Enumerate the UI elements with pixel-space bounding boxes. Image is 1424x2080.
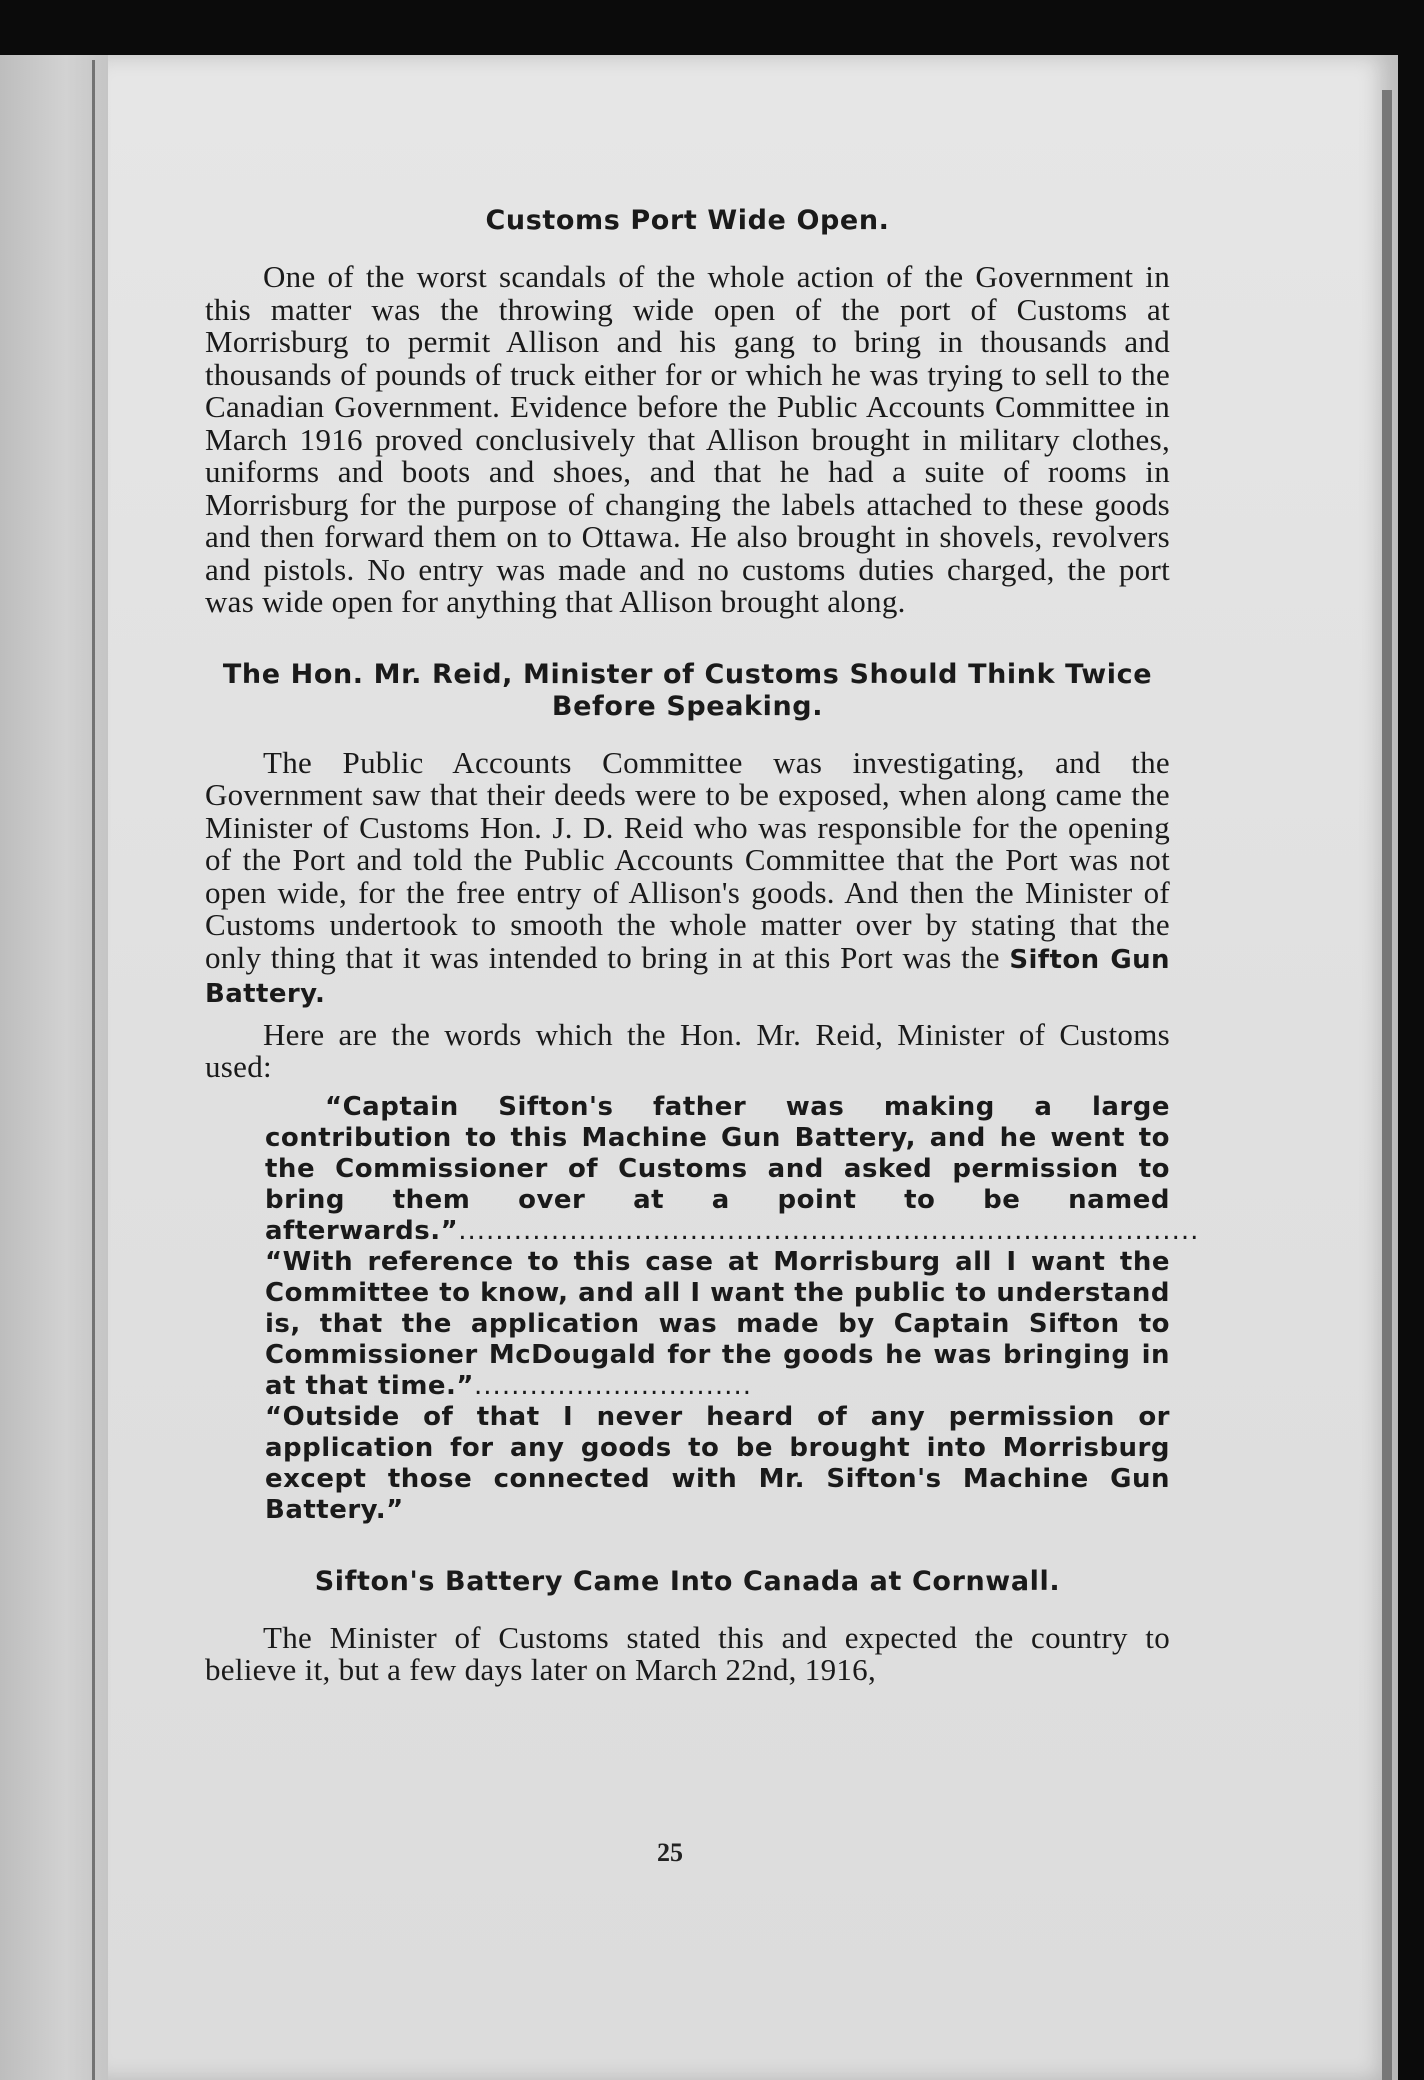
paragraph-words-used: Here are the words which the Hon. Mr. Reid, Minister of Customs used: — [205, 1016, 1170, 1084]
section-heading-reid: The Hon. Mr. Reid, Minister of Customs Should Think Twice Before Speaking. — [222, 658, 1153, 722]
quote-morrisburg — [265, 1247, 1170, 1402]
section-heading-cornwall: Sifton's Battery Came Into Canada at Cornwall. — [314, 1565, 1061, 1597]
quote-captain-sifton-dots: ................................................................................ — [458, 1215, 1200, 1246]
paragraph-customs-port: One of the worst scandals of the whole action of the Government in this matter was the throwing wide open of the port of Customs at Morrisburg to permit Allison and his gang to bring in thousands and thousands of pounds of truck either for or which he was trying to sell to the Canadian Government. Evidence before the Public Accounts Committee in March 1916 proved conclusively that Allison brought in military clothes, uniforms and boots and shoes, and that he had a suite of rooms in Morrisburg for the purpose of changing the labels attached to these goods and then forward them on to Ottawa. He also brought in shovels, revolvers and pistols. No entry was made and no customs duties charged, the port was wide open for anything that Allison brought along. — [205, 259, 1170, 619]
book-spine-line — [92, 60, 95, 2080]
sifton-gun-battery-bold: Sifton Gun Battery. — [205, 944, 1170, 1009]
page-number: 25 — [657, 1838, 683, 1867]
paragraph-committee-text: The Public Accounts Committee was investigating, and the Government saw that their deeds were to be exposed, when along came the Minister of Customs Hon. J. D. Reid who was responsible for the opening of the Port and told the Public Accounts Committee that the Port was not open wide, for the free entry of Allison's goods. And then the Minister of Customs undertook to smooth the whole matter over by stating that the only thing that it was intended to bring in at this Port was the — [205, 744, 1170, 975]
page-edge-shadow — [1382, 90, 1392, 2080]
quote-morrisburg-text: “With reference to this case at Morrisburg all I want the Committee to know, and all I want the public to understand is, that the application was made by Captain Sifton to Commissioner McDougald for the goods he was bringing in at that time.” — [265, 1246, 1170, 1401]
quote-outside-of-that: “Outside of that I never heard of any permission or application for any goods to be brought into Morrisburg except those connected with Mr. Sifton's Machine Gun Battery.” — [265, 1401, 1170, 1525]
quote-captain-sifton — [265, 1091, 1200, 1247]
page-content — [205, 205, 1200, 1687]
paragraph-minister-stated: The Minister of Customs stated this and expected the country to believe it, but a few days later on March 22nd, 1916, — [205, 1619, 1170, 1687]
paragraph-committee — [205, 744, 1170, 1011]
quote-captain-sifton-text: “Captain Sifton's father was making a large contribution to this Machine Gun Battery, and he went to the Commissioner of Customs and asked permission to bring them over at a point to be named afterwards.” — [265, 1091, 1170, 1246]
section-heading-customs-port: Customs Port Wide Open. — [485, 205, 890, 236]
quote-morrisburg-dots: .............................. — [474, 1370, 752, 1401]
